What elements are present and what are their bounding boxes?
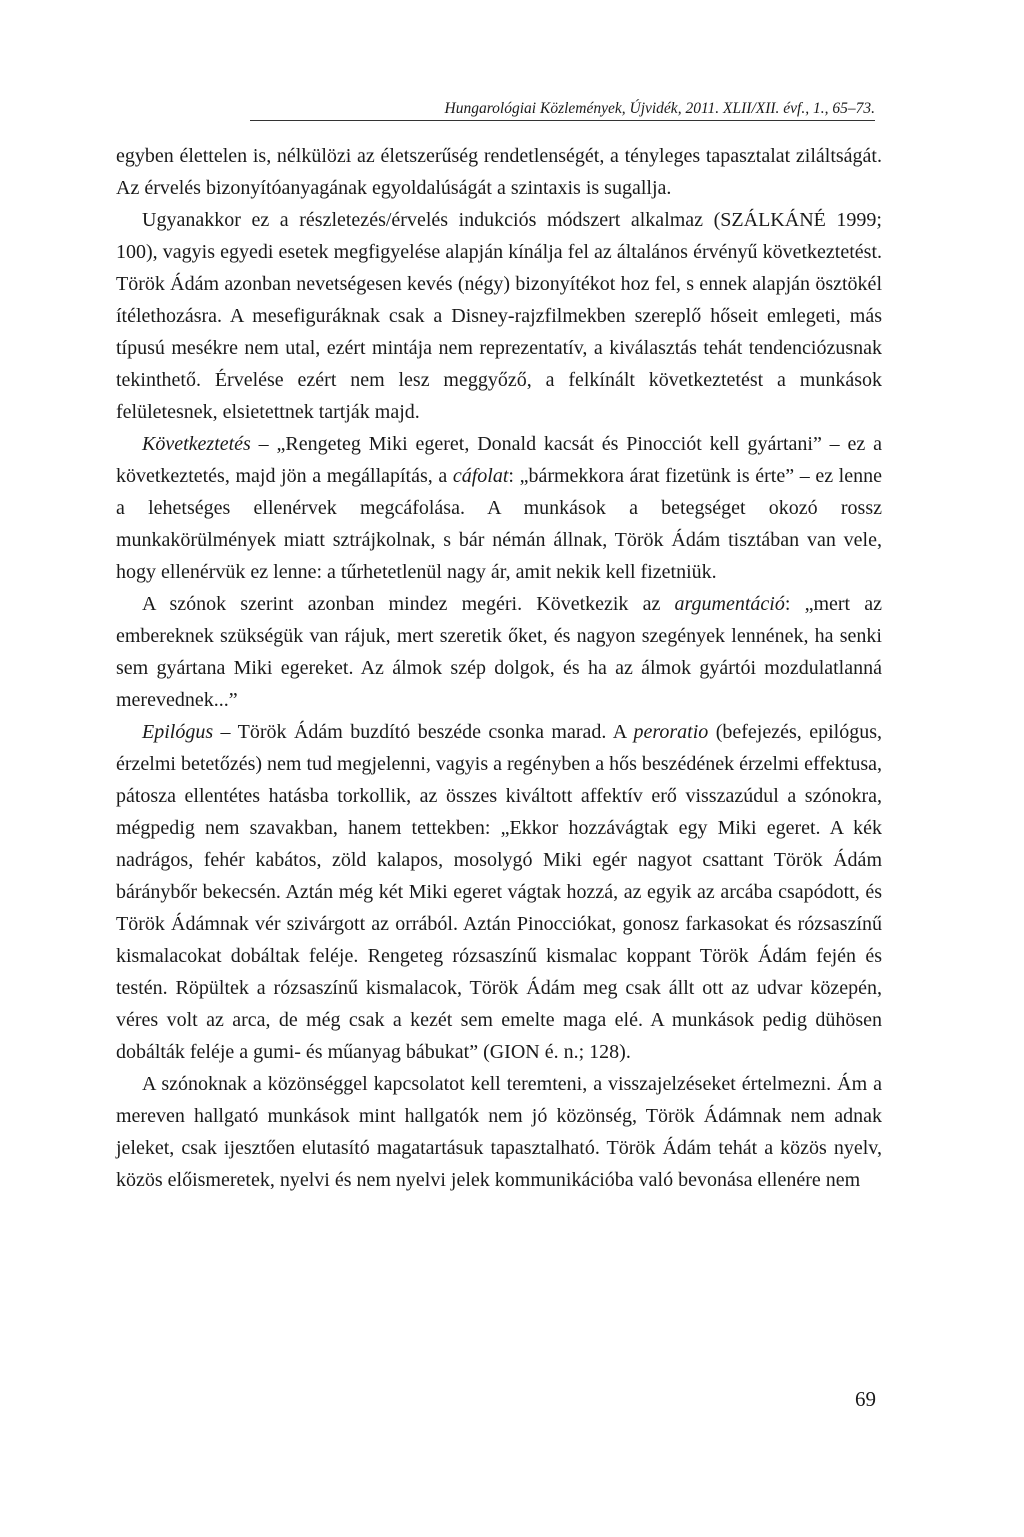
text-run: egyben élettelen is, nélkülözi az életszerűség rendetlenségét, a tényleges tapasztalat ziláltságát. Az érvelés bizonyítóanyagának egyoldalúságát a szintaxis is sugallja. [116, 145, 882, 199]
paragraph [116, 140, 882, 204]
text-run: : „bármekkora árat fizetünk is érte” – ez lenne a lehetséges ellenérvek megcáfolása. A munkások a betegséget okozó rossz munkakörülmények miatt sztrájkolnak, s bár némán állnak, Török Ádám tisztában van vele, hogy ellenérvük ez lenne: a tűrhetetlenül nagy ár, amit nekik kell fizetniük. [116, 465, 882, 583]
italic-term: argumentáció [674, 593, 785, 615]
text-run: – Török Ádám buzdító beszéde csonka marad. A [213, 721, 634, 743]
text-run: Ugyanakkor ez a részletezés/érvelés indukciós módszert alkalmaz (SZÁLKÁNÉ 1999; 100), vagyis egyedi esetek megfigyelése alapján kínálja fel az általános érvényű következtetést. Török Ádám azonban nevetségesen kevés (négy) bizonyítékot hoz fel, s ennek alapján ösztökél ítélethozásra. A mesefiguráknak csak a Disney-rajzfilmekben szereplő hőseit emlegeti, más típusú mesékre nem utal, ezért mintája nem reprezentatív, a kiválasztás tehát tendenciózusnak tekinthető. Érvelése ezért nem lesz meggyőző, a felkínált következtetést a munkások felületesnek, elsietettnek tartják majd. [116, 209, 882, 423]
italic-term: peroratio [633, 721, 709, 743]
italic-term: Következtetés [142, 433, 251, 455]
text-run: – „Rengeteg Miki egeret, Donald kacsát és Pinocciót kell gyártani” – ez a következtetés, majd jön a megállapítás, a [116, 433, 882, 487]
paragraph [116, 1068, 882, 1196]
body-text [116, 140, 882, 1196]
paragraph [116, 204, 882, 428]
page-number: 69 [855, 1387, 876, 1411]
running-head: Hungarológiai Közlemények, Újvidék, 2011. XLII/XII. évf., 1., 65–73. [250, 100, 875, 121]
text-run: A szónok szerint azonban mindez megéri. Következik az [142, 593, 675, 615]
text-run: A szónoknak a közönséggel kapcsolatot kell teremteni, a visszajelzéseket értelmezni. Ám a mereven hallgató munkások mint hallgatók nem jó közönség, Török Ádámnak nem adnak jeleket, csak ijesztően elutasító magatartásuk tapasztalható. Török Ádám tehát a közös nyelv, közös előismeretek, nyelvi és nem nyelvi jelek kommunikációba való bevonása ellenére nem [116, 1073, 882, 1191]
italic-term: Epilógus [142, 721, 214, 743]
paragraph [116, 716, 882, 1068]
text-run: : „mert az embereknek szükségük van rájuk, mert szeretik őket, és nagyon szegények lennének, ha senki sem gyártana Miki egereket. Az álmok szép dolgok, és ha az álmok gyártói mozdulatlanná merevednek...” [116, 593, 883, 711]
paragraph [116, 588, 882, 716]
paragraph [116, 428, 882, 588]
italic-term: cáfolat [452, 465, 509, 487]
text-run: (befejezés, epilógus, érzelmi betetőzés) nem tud megjelenni, vagyis a regényben a hős beszédének érzelmi effektusa, pátosza ellentétes hatásba torkollik, az összes kiváltott affektív erő visszazúdul a szónokra, mégpedig nem szavakban, hanem tettekben: „Ekkor hozzávágtak egy Miki egeret. A kék nadrágos, fehér kabátos, zöld kalapos, mosolygó Miki egér nagyot csattant Török Ádám báránybőr bekecsén. Aztán még két Miki egeret vágtak hozzá, az egyik az arcába csapódott, és Török Ádámnak vér szivárgott az orrából. Aztán Pinocciókat, gonosz farkasokat és rózsaszínű kismalacokat dobáltak feléje. Rengeteg rózsaszínű kismalac koppant Török Ádám fején és testén. Röpültek a rózsaszínű kismalacok, Török Ádám meg csak állt ott az udvar közepén, véres volt az arca, de még csak a kezét sem emelte maga elé. A munkások pedig dühösen dobálták feléje a gumi- és műanyag bábukat” (GION é. n.; 128). [116, 721, 882, 1063]
